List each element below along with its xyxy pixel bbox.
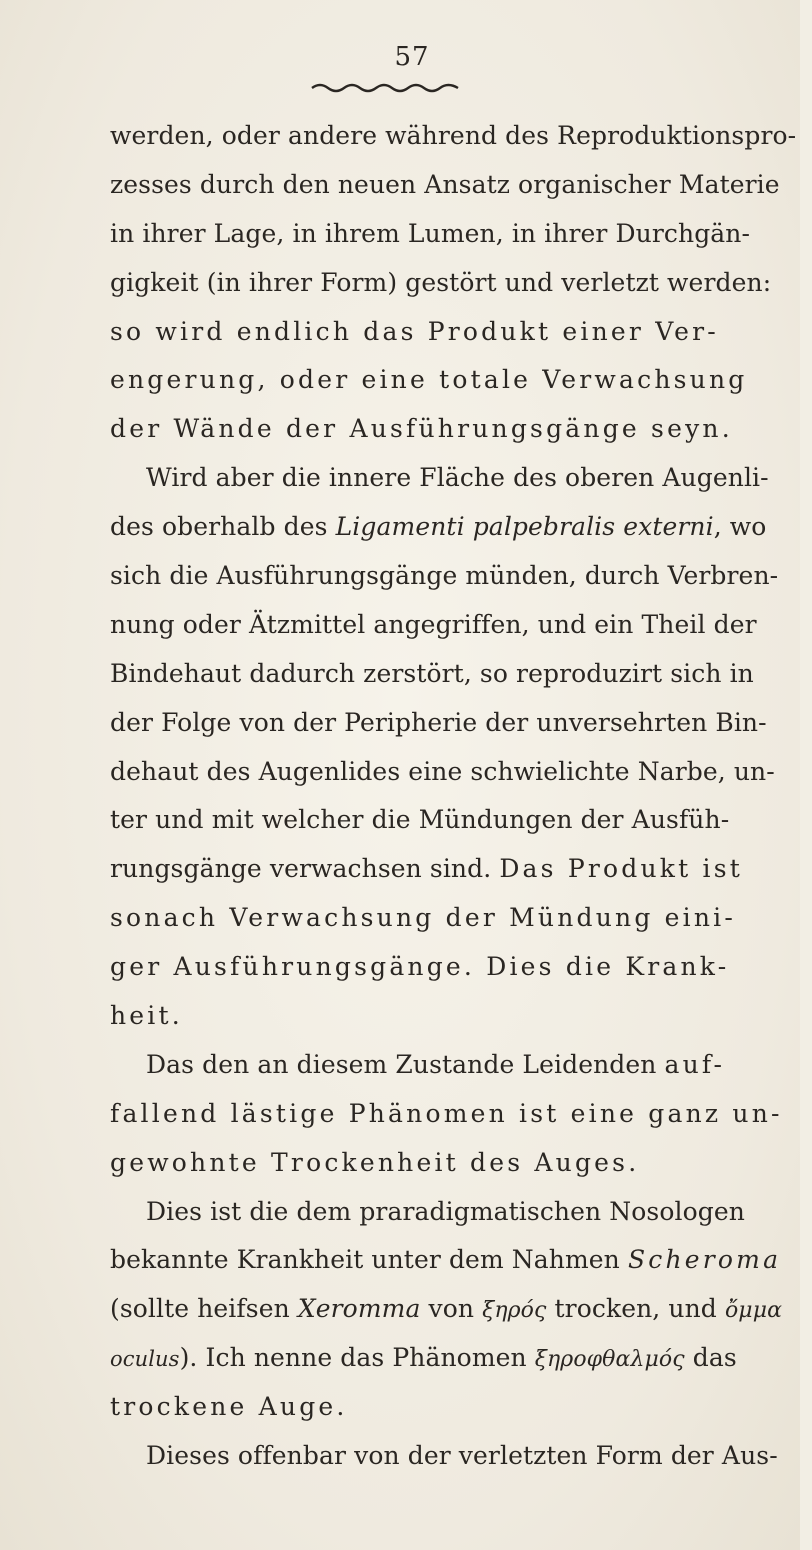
- text-line: [110, 112, 797, 161]
- text-line: [110, 650, 754, 699]
- text-run: oculus: [110, 1347, 180, 1372]
- text-line: [110, 1139, 710, 1188]
- text-run: Xeromma: [297, 1294, 421, 1324]
- text-run: fallend lästige Phänomen ist eine ganz un-: [110, 1098, 783, 1128]
- text-line: [110, 308, 719, 357]
- text-line: [110, 894, 737, 943]
- body-text: [110, 112, 797, 1481]
- text-run: , wo: [713, 512, 767, 542]
- text-run: engerung, oder eine totale Verwachsung: [110, 365, 748, 395]
- text-run: zesses durch den neuen Ansatz organischer Materie: [110, 169, 780, 199]
- text-line: [110, 1188, 745, 1237]
- text-line: [110, 356, 748, 405]
- text-run: ὄμμα: [724, 1298, 783, 1324]
- text-run: Wird aber die innere Fläche des oberen Augenli-: [146, 463, 769, 493]
- text-run: heit.: [110, 1001, 183, 1031]
- text-line: [110, 210, 751, 259]
- text-run: in ihrer Lage, in ihrem Lumen, in ihrer Durchgän-: [110, 218, 751, 248]
- text-run: ter und mit welcher die Mündungen der Ausfüh-: [110, 805, 730, 835]
- text-run: gewohnte Trockenheit des Auges.: [110, 1147, 640, 1177]
- text-run: gigkeit (in ihrer Form) gestört und verletzt werden:: [110, 267, 772, 297]
- text-run: Ligamenti palpebralis externi: [335, 512, 714, 542]
- text-run: werden, oder andere während des Reproduktionspro-: [110, 121, 797, 150]
- text-line: [110, 1285, 783, 1334]
- text-line: [110, 796, 730, 845]
- text-run: sonach Verwachsung der Mündung eini-: [110, 903, 737, 933]
- text-run: ξηροφθαλμός: [534, 1347, 685, 1373]
- text-run: Bindehaut dadurch zerstört, so reproduzirt sich in: [110, 658, 754, 688]
- text-run: Scheroma: [627, 1245, 782, 1275]
- text-run: von: [420, 1294, 483, 1324]
- text-run: der Wände der Ausführungsgänge seyn.: [110, 414, 733, 444]
- text-run: Dieses offenbar von der verletzten Form der Aus-: [146, 1441, 778, 1471]
- text-run: so wird endlich das Produkt einer Ver-: [110, 316, 719, 346]
- text-line: [110, 552, 779, 601]
- text-run: (sollte heifsen: [110, 1294, 298, 1324]
- text-line: [110, 503, 767, 552]
- text-line: [110, 1090, 783, 1139]
- text-run: Das den an diesem Zustande Leidenden: [146, 1049, 665, 1079]
- text-run: auf-: [664, 1049, 726, 1079]
- text-run: rungsgänge verwachsen sind.: [110, 854, 500, 884]
- text-run: trocken, und: [546, 1294, 725, 1324]
- text-line: [110, 1432, 778, 1481]
- text-run: ). Ich nenne das Phänomen: [179, 1343, 535, 1373]
- text-run: nung oder Ätzmittel angegriffen, und ein Theil der: [110, 609, 757, 639]
- text-run: Dies ist die dem praradigmatischen Nosologen: [146, 1196, 745, 1226]
- text-line: [110, 1041, 726, 1090]
- text-line: [110, 601, 757, 650]
- text-run: ger Ausführungsgänge. Dies die Krank-: [110, 952, 730, 982]
- text-line: [110, 845, 743, 894]
- text-run: das: [684, 1343, 737, 1373]
- text-line: [110, 992, 710, 1041]
- text-line: [110, 1236, 782, 1285]
- text-run: dehaut des Augenlides eine schwielichte Narbe, un-: [110, 756, 775, 786]
- text-line: [110, 699, 767, 748]
- text-run: sich die Ausführungsgänge münden, durch Verbren-: [110, 561, 779, 591]
- text-line: [110, 454, 769, 503]
- text-run: Das Produkt ist: [499, 854, 743, 884]
- text-run: bekannte Krankheit unter dem Nahmen: [110, 1245, 628, 1275]
- text-line: [110, 161, 780, 210]
- text-run: trockene Auge.: [110, 1392, 348, 1422]
- text-line: [110, 405, 733, 454]
- page-number: 57: [394, 42, 430, 72]
- text-line: [110, 259, 772, 308]
- text-run: ξηρός: [482, 1298, 547, 1324]
- text-line: [110, 1383, 710, 1432]
- text-line: [110, 1334, 737, 1383]
- decorative-rule-ornament: [310, 80, 460, 94]
- text-line: [110, 748, 775, 797]
- text-line: [110, 943, 730, 992]
- text-run: der Folge von der Peripherie der unversehrten Bin-: [110, 707, 767, 737]
- text-run: des oberhalb des: [110, 512, 336, 542]
